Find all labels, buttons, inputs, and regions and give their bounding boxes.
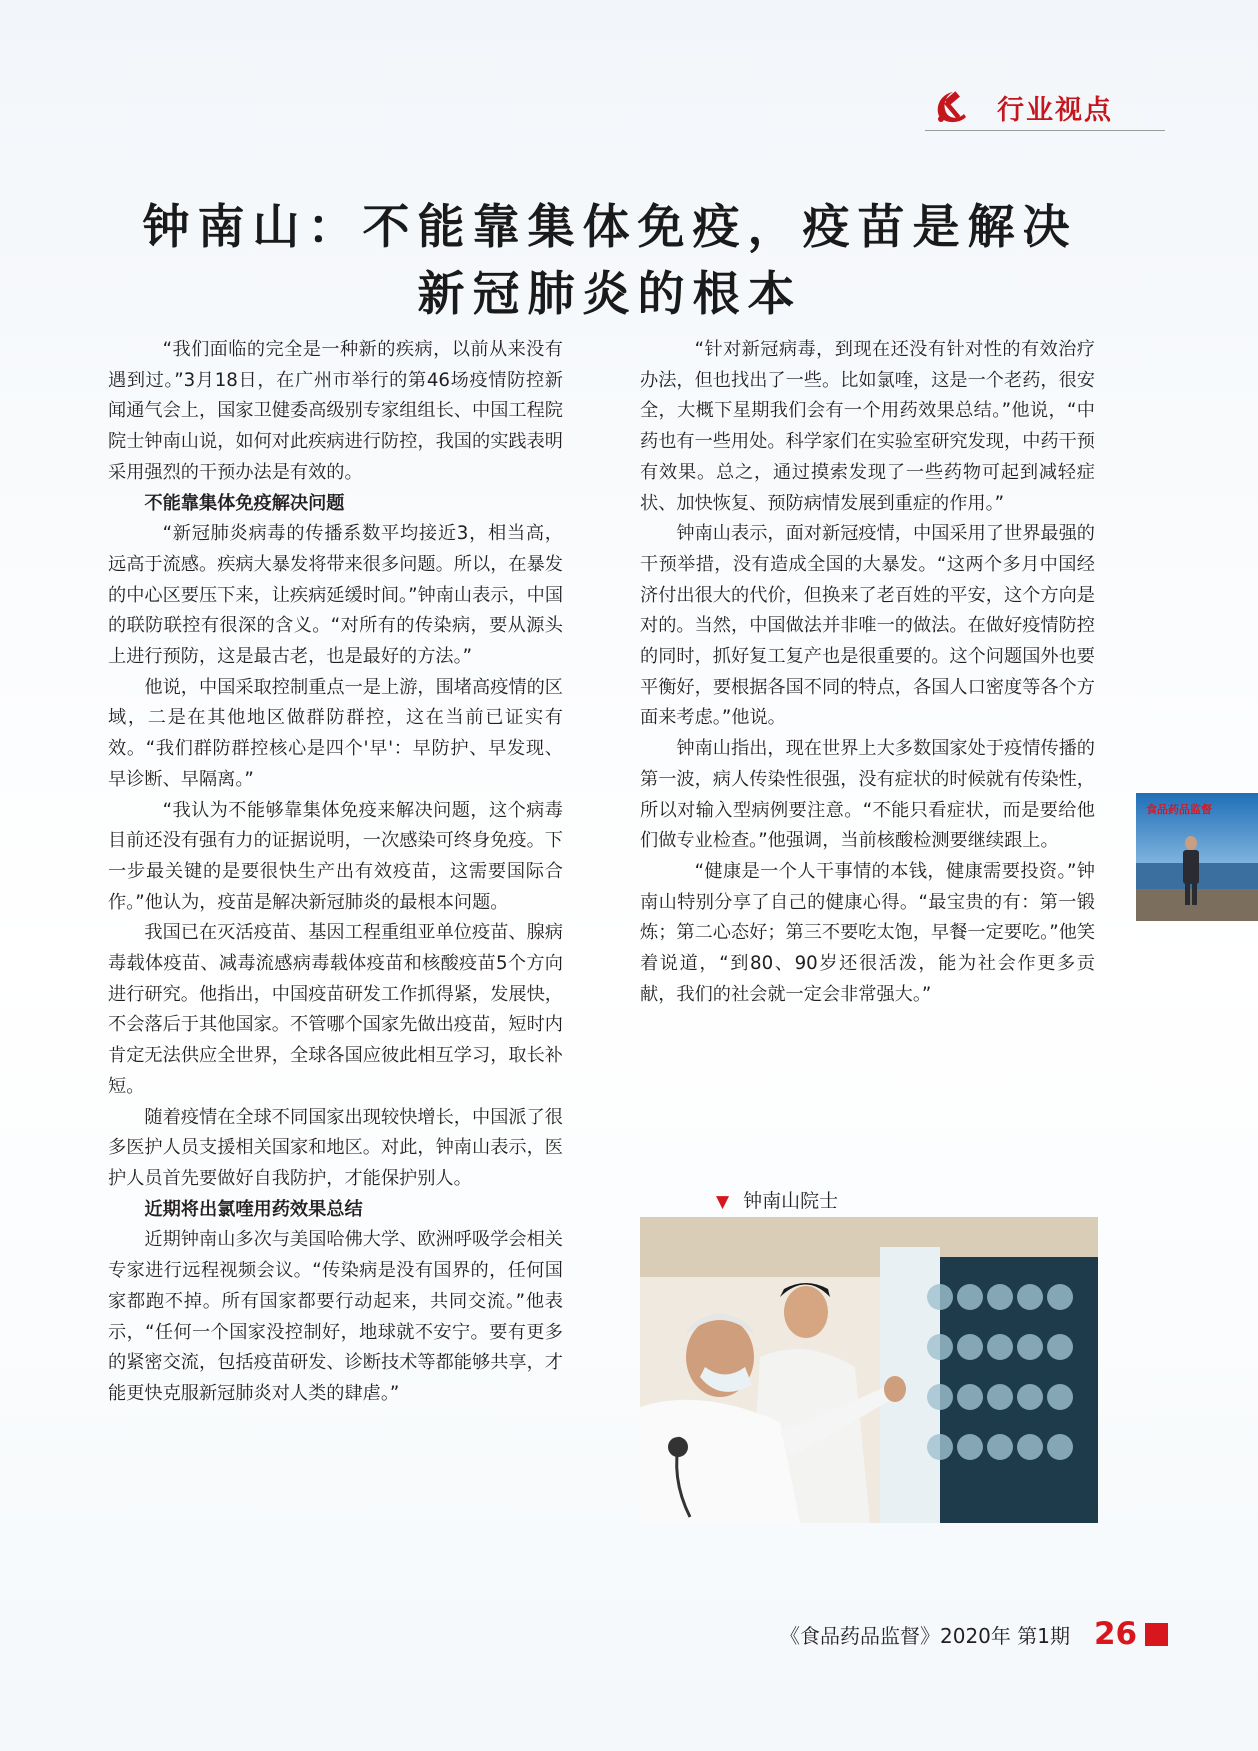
photo-caption-text: 钟南山院士: [743, 1190, 839, 1212]
side-thumbnail-label: 食品药品监督: [1146, 803, 1212, 816]
photo-caption: [716, 1186, 838, 1213]
paragraph: 钟南山表示，面对新冠疫情，中国采用了世界最强的干预举措，没有造成全国的大暴发。“这两个多月中国经济付出很大的代价，但换来了老百姓的平安，这个方向是对的。当然，中国做法并非唯一的做法。在做好疫情防控的同时，抓好复工复产也是很重要的。这个问题国外也要平衡好，要根据各国不同的特点，各国人口密度等各个方面来考虑。”他说。: [640, 523, 1095, 729]
paragraph: 钟南山指出，现在世界上大多数国家处于疫情传播的第一波，病人传染性很强，没有症状的时候就有传染性，所以对输入型病例要注意。“不能只看症状，而是要给他们做专业检查。”他强调，当前核酸检测要继续跟上。: [640, 738, 1095, 852]
journal-issue: 《食品药品监督》2020年 第1期: [780, 1623, 1070, 1648]
triangle-down-icon: ▼: [716, 1192, 730, 1212]
paragraph: 我国已在灭活疫苗、基因工程重组亚单位疫苗、腺病毒载体疫苗、减毒流感病毒载体疫苗和核酸疫苗5个方向进行研究。他指出，中国疫苗研发工作抓得紧，发展快，不会落后于其他国家。不管哪个国家先做出疫苗，短时内肯定无法供应全世界，全球各国应彼此相互学习，取长补短。: [108, 922, 563, 1097]
section-tag: [925, 86, 1165, 131]
section-heading: 近期将出氯喹用药效果总结: [144, 1198, 363, 1220]
doctor-reviewing-ct-scans-image: [640, 1217, 1098, 1523]
page-number: 26: [1093, 1616, 1138, 1652]
paragraph: “新冠肺炎病毒的传播系数平均接近3，相当高，远高于流感。疾病大暴发将带来很多问题。所以，在暴发的中心区要压下来，让疾病延缓时间。”钟南山表示，中国的联防联控有很深的含义。“对所有的传染病，要从源头上进行预防，这是最古老，也是最好的方法。”: [108, 523, 564, 668]
paragraph: “我们面临的完全是一种新的疾病，以前从来没有遇到过。”3月18日，在广州市举行的第46场疫情防控新闻通气会上，国家卫健委高级别专家组组长、中国工程院院士钟南山说，如何对此疾病进行防控，我国的实践表明采用强烈的干预办法是有效的。: [108, 339, 563, 483]
title-line-1: 钟南山：不能靠集体免疫，疫苗是解决: [142, 200, 1078, 255]
paragraph: “健康是一个人干事情的本钱，健康需要投资。”钟南山特别分享了自己的健康心得。“最宝贵的有：第一锻炼；第二心态好；第三不要吃太饱，早餐一定要吃。”他笑着说道，“到80、90岁还很活泼，能为社会作更多贡献，我们的社会就一定会非常强大。”: [640, 860, 1096, 1005]
side-thumbnail: [1136, 793, 1258, 921]
section-heading: 不能靠集体免疫解决问题: [144, 492, 345, 514]
title-line-2: 新冠肺炎的根本: [417, 267, 803, 322]
right-column: [640, 335, 1095, 1010]
paragraph: 近期钟南山多次与美国哈佛大学、欧洲呼吸学会相关专家进行远程视频会议。“传染病是没有国界的，任何国家都跑不掉。所有国家都要行动起来，共同交流。”他表示，“任何一个国家没控制好，地球就不安宁。要有更多的紧密交流，包括疫苗研发、诊断技术等都能够共享，才能更快克服新冠肺炎对人类的肆虐。”: [108, 1229, 563, 1404]
paragraph: 他说，中国采取控制重点一是上游，围堵高疫情的区域，二是在其他地区做群防群控，这在当前已证实有效。“我们群防群控核心是四个'早'：早防护、早发现、早诊断、早隔离。”: [108, 676, 563, 790]
paragraph: 随着疫情在全球不同国家出现较快增长，中国派了很多医护人员支援相关国家和地区。对此，钟南山表示，医护人员首先要做好自我防护，才能保护别人。: [108, 1106, 563, 1189]
section-tag-label: 行业视点: [997, 95, 1113, 126]
left-column: [108, 335, 563, 1410]
article-photo: [640, 1217, 1098, 1523]
page-footer: [780, 1616, 1168, 1652]
page-marker-square: [1145, 1623, 1168, 1646]
paragraph: “针对新冠病毒，到现在还没有针对性的有效治疗办法，但也找出了一些。比如氯喹，这是一个老药，很安全，大概下星期我们会有一个用药效果总结。”他说，“中药也有一些用处。科学家们在实验室研究发现，中药干预有效果。总之，通过摸索发现了一些药物可起到减轻症状、加快恢复、预防病情发展到重症的作用。”: [640, 339, 1095, 514]
paragraph: “我认为不能够靠集体免疫来解决问题，这个病毒目前还没有强有力的证据说明，一次感染可终身免疫。下一步最关键的是要很快生产出有效疫苗，这需要国际合作。”他认为，疫苗是解决新冠肺炎的最根本问题。: [108, 799, 563, 913]
article-title: [60, 194, 1160, 328]
hammer-sickle-icon: [931, 86, 971, 126]
